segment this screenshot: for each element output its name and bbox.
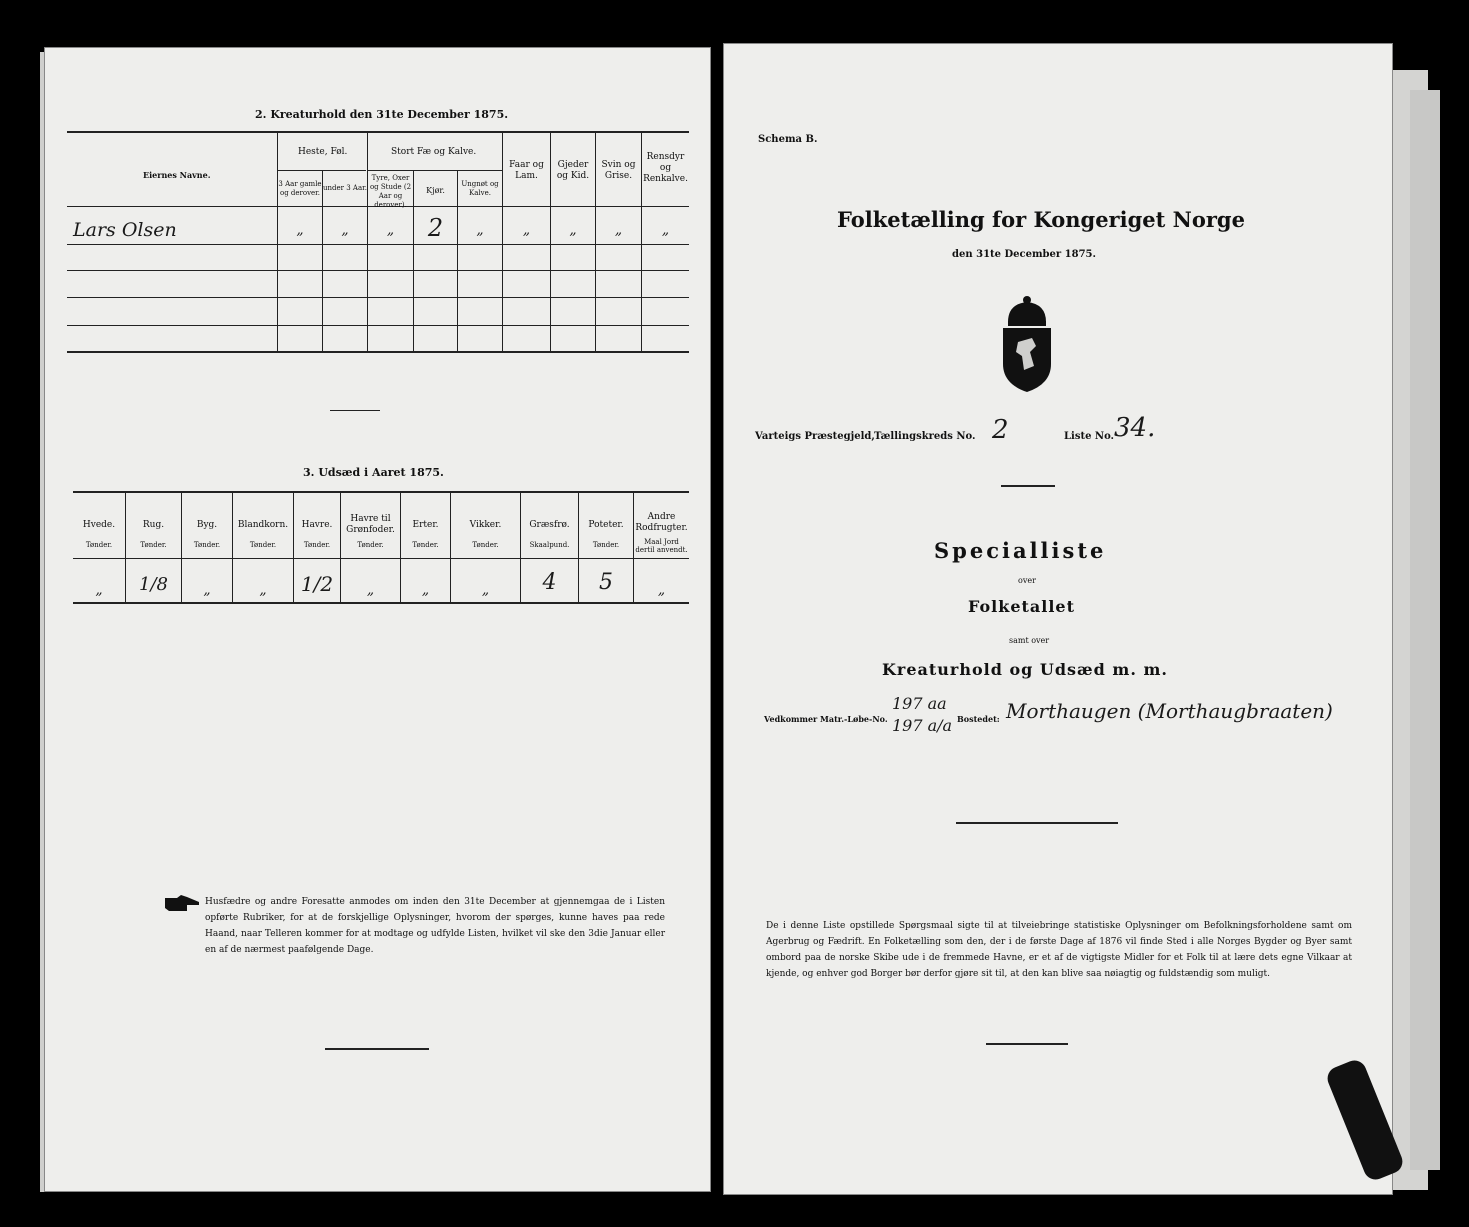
seed-col-header: Erter. — [412, 520, 439, 530]
livestock-cell: „ — [386, 222, 395, 238]
schema-label: Schema B. — [758, 134, 818, 145]
seed-unit: Tønder. — [412, 541, 439, 549]
notice-text: Husfædre og andre Foresatte anmodes om inden den 31te December at gjennemgaa de i Listen opførte Rubriker, for at de forskjellige Oplysninger, hvorom der spørges, kunne haves paa rede Haand, naar Telleren kommer for at modtage og udfylde Listen, hvilket vil ske den 3die Januar eller en af de nærmest paafølgende Dage. — [205, 897, 665, 955]
folketallet-title: Folketallet — [968, 597, 1075, 616]
seed-unit: Tønder. — [357, 541, 384, 549]
seed-col-header: Vikker. — [469, 520, 502, 530]
section3-title: 3. Udsæd i Aaret 1875. — [303, 466, 444, 479]
owner-header: Eiernes Navne. — [143, 170, 211, 180]
stort-group-rule — [367, 170, 502, 171]
seed-unit: Tønder. — [472, 541, 499, 549]
livestock-col-header: Ungnøt og Kalve. — [461, 180, 499, 197]
livestock-cell: „ — [569, 222, 577, 238]
livestock-col-header: Rensdyr og Renkalve. — [643, 152, 688, 184]
seed-unit: Tønder. — [303, 541, 331, 549]
seed-cell: „ — [95, 582, 103, 598]
stort-group-header: Stort Fæ og Kalve. — [391, 147, 477, 157]
left-page — [45, 48, 710, 1191]
right-page-underlay-2 — [1410, 90, 1440, 1170]
seed-col-header: Græsfrø. — [529, 520, 570, 530]
livestock-vline — [413, 170, 414, 352]
matr-value-1: 197 aa — [892, 694, 947, 713]
divider — [325, 1048, 429, 1050]
livestock-col-header: Svin og Grise. — [601, 160, 636, 181]
seed-unit: Tønder. — [592, 541, 620, 549]
right-page — [724, 44, 1392, 1194]
divider — [330, 410, 380, 411]
footer-text: De i denne Liste opstillede Spørgsmaal sigte til at tilveiebringe statistiske Oplysninger om Befolkningsforholdene samt om Agerbrug og Fædrift. En Folketælling som den, der i de første Dage af 1876 vil finde Sted i alle Norges Bygder og Byer samt ombord paa de norske Skibe ude i de fremmede Havne, er et af de vigtigste Midler for et Folk til at lære dets egne Vilkaar at kjende, og enhver god Borger bør derfor gjøre sit til, at den kan blive saa nøiagtig og fuldstændig som muligt. — [766, 921, 1352, 979]
seed-cell: „ — [421, 582, 430, 598]
seed-cell: 5 — [599, 570, 613, 595]
seed-col-header: Hvede. — [82, 520, 116, 530]
divider — [956, 822, 1118, 824]
livestock-cell: „ — [614, 222, 623, 238]
seed-unit: Maal Jord dertil anvendt. — [635, 538, 688, 554]
seed-unit: Tønder. — [140, 541, 167, 549]
livestock-col-header: Gjeder og Kid. — [556, 160, 590, 181]
seed-cell: „ — [203, 582, 211, 598]
seed-unit: Skaalpund. — [529, 541, 570, 549]
livestock-vline — [277, 132, 278, 352]
divider — [986, 1043, 1068, 1045]
seed-col-header: Andre Rodfrugter. — [635, 512, 688, 533]
seed-header-rule — [73, 558, 689, 559]
bosted-label: Bostedet: — [957, 714, 1000, 724]
livestock-owner-name: Lars Olsen — [73, 219, 177, 241]
specialliste-title: Specialliste — [934, 538, 1107, 563]
over-label: over — [1018, 576, 1036, 585]
seed-col-header: Poteter. — [588, 520, 624, 530]
livestock-col-header: Faar og Lam. — [509, 160, 544, 181]
samt-over-label: samt over — [1009, 636, 1050, 645]
seed-cell: „ — [657, 582, 666, 598]
livestock-col-header: Tyre, Oxer og Stude (2 Aar og derover). — [369, 174, 412, 209]
livestock-col-header: Kjør. — [426, 186, 445, 195]
parish-label: Varteigs Præstegjeld, — [755, 431, 875, 442]
livestock-cell: „ — [296, 222, 304, 238]
district-value: 2 — [992, 415, 1009, 445]
livestock-col-header: 3 Aar gamle og derover. — [278, 180, 322, 197]
list-value: 34. — [1114, 413, 1156, 443]
seed-cell: 1/8 — [139, 574, 168, 595]
seed-col-header: Havre. — [301, 520, 333, 530]
seed-col-header: Rug. — [142, 520, 165, 530]
livestock-cell: „ — [522, 222, 531, 238]
seed-cell: 4 — [542, 570, 557, 595]
seed-top-rule — [73, 491, 689, 493]
livestock-vline — [322, 170, 323, 352]
district-label: Tællingskreds No. — [874, 431, 976, 442]
seed-cell: „ — [481, 582, 490, 598]
heste-group-header: Heste, Føl. — [298, 147, 348, 157]
livestock-cell: „ — [341, 222, 349, 238]
seed-cell: „ — [259, 582, 267, 598]
seed-bottom-rule — [73, 602, 689, 604]
seed-unit: Tønder. — [85, 541, 113, 549]
seed-unit: Tønder. — [249, 541, 277, 549]
seed-cell: 1/2 — [300, 572, 334, 596]
matr-value-2: 197 a/a — [892, 716, 953, 735]
seed-col-header: Byg. — [196, 520, 218, 530]
seed-unit: Tønder. — [193, 541, 221, 549]
matr-label: Vedkommer Matr.-Løbe-No. — [764, 714, 888, 724]
page-title: Folketælling for Kongeriget Norge — [837, 207, 1245, 232]
coat-of-arms-icon — [994, 294, 1060, 396]
pointing-hand-icon — [163, 894, 201, 914]
livestock-cell: „ — [476, 222, 484, 238]
kreatur-title: Kreaturhold og Udsæd m. m. — [882, 660, 1168, 679]
livestock-cell: „ — [661, 222, 670, 238]
seed-cell: „ — [366, 582, 375, 598]
divider — [1001, 485, 1055, 487]
list-label: Liste No. — [1064, 431, 1115, 442]
livestock-col-header: under 3 Aar. — [323, 184, 367, 192]
section2-title: 2. Kreaturhold den 31te December 1875. — [255, 108, 509, 121]
livestock-cell: 2 — [427, 214, 444, 242]
seed-col-header: Havre til Grønfoder. — [346, 514, 395, 535]
seed-col-header: Blandkorn. — [237, 520, 289, 530]
page-subtitle: den 31te December 1875. — [952, 249, 1096, 260]
livestock-vline — [367, 132, 368, 352]
bosted-value: Morthaugen (Morthaugbraaten) — [1006, 699, 1333, 723]
